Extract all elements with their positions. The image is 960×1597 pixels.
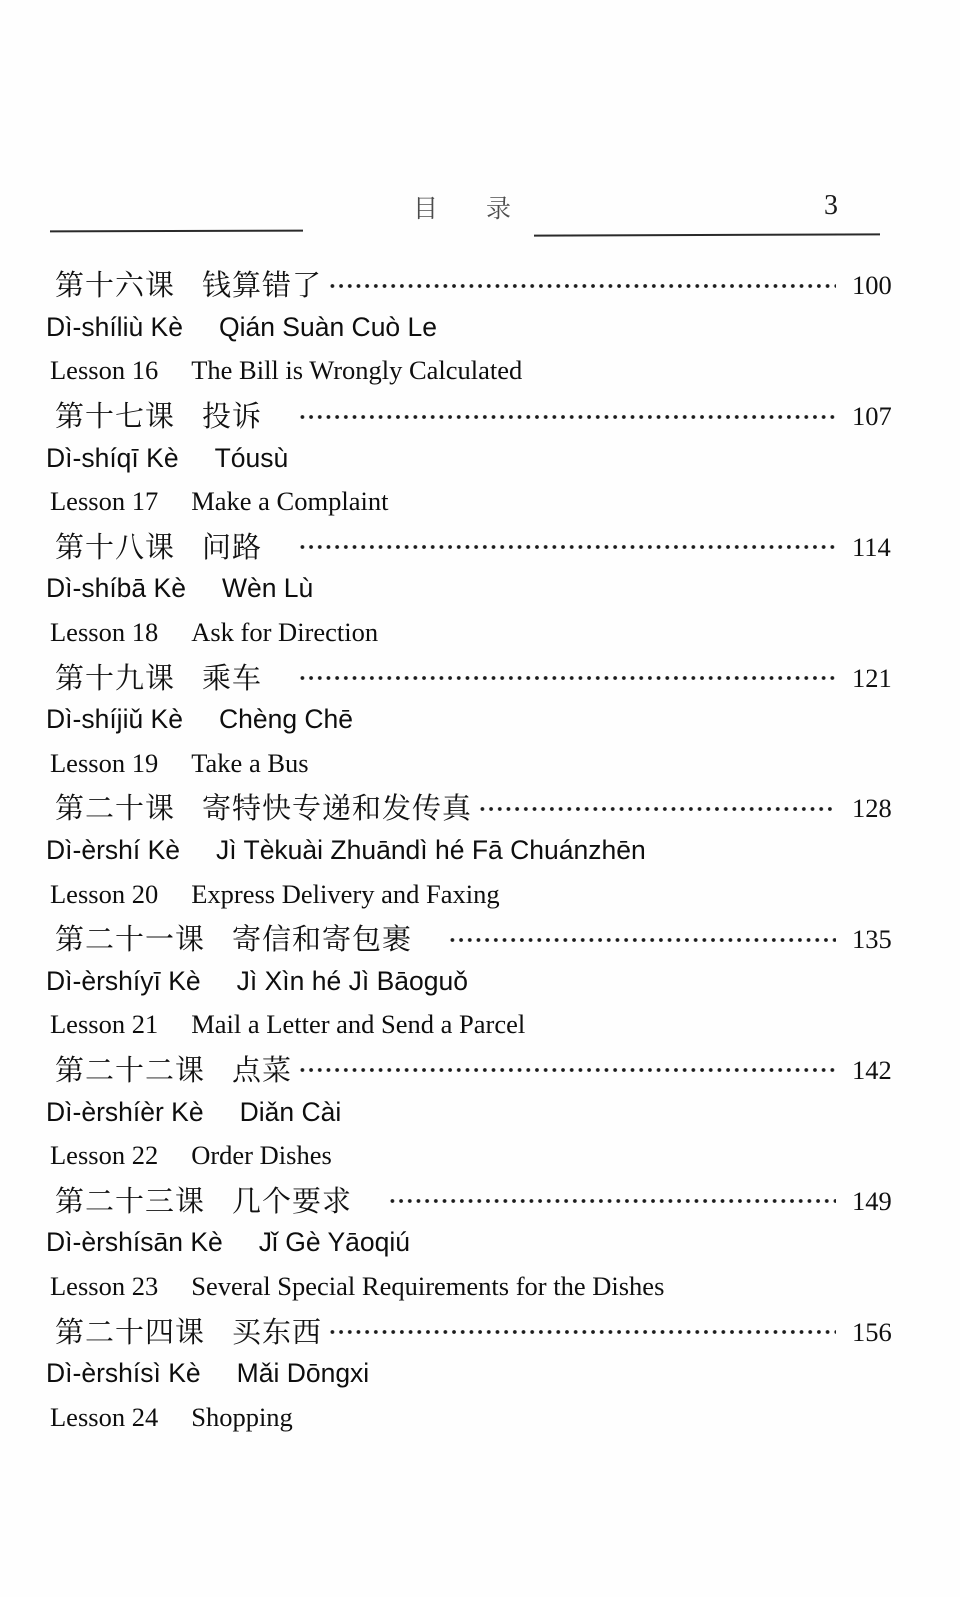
english-lesson-number: Lesson 23 (50, 1270, 159, 1301)
toc-entry (0, 1177, 960, 1308)
pinyin-lesson-number: Dì-èrshí Kè (46, 835, 181, 866)
chinese-lesson-number: 第二十一课 (55, 924, 206, 957)
header-rule-right (534, 233, 880, 236)
header-rule-left (50, 230, 303, 233)
pinyin-lesson-title: Mǎi Dōngxi (236, 1358, 370, 1389)
english-lesson-title: Order Dishes (191, 1140, 332, 1171)
english-lesson-title: The Bill is Wrongly Calculated (191, 355, 523, 386)
chinese-lesson-title: 点菜 (232, 1054, 293, 1087)
page-number-value: 107 (852, 401, 892, 432)
pinyin-lesson-number: Dì-shíliù Kè (46, 311, 183, 342)
pinyin-lesson-title: Qián Suàn Cuò Le (218, 311, 438, 342)
english-lesson-number: Lesson 18 (50, 617, 159, 648)
english-lesson-title: Several Special Requirements for the Dishes (191, 1270, 665, 1301)
toc-entry-pinyin-row (0, 567, 960, 611)
english-lesson-title: Ask for Direction (191, 617, 379, 648)
chinese-lesson-title: 钱算错了 (202, 270, 323, 303)
chinese-lesson-number: 第二十课 (55, 793, 176, 826)
pinyin-lesson-number: Dì-shíbā Kè (46, 573, 186, 604)
chinese-lesson-title: 寄特快专递和发传真 (202, 793, 473, 826)
toc-entry-pinyin-row (0, 829, 960, 873)
toc-entry-pinyin-row (0, 306, 960, 350)
toc-entry (0, 262, 960, 393)
toc-entry (0, 393, 960, 524)
chinese-lesson-number: 第十九课 (55, 662, 176, 695)
toc-entry (0, 785, 960, 916)
english-lesson-number: Lesson 20 (50, 878, 159, 909)
dot-leader (450, 937, 836, 943)
page-title-char-lu: 录 (486, 196, 512, 223)
dot-leader (300, 544, 836, 550)
page-number-value: 100 (852, 270, 892, 301)
toc-entry-chinese-row (0, 1308, 960, 1352)
page-number-value: 156 (852, 1316, 892, 1347)
toc-entry-chinese-row (0, 393, 960, 437)
toc-entry-pinyin-row (0, 1352, 960, 1396)
chinese-lesson-title: 投诉 (202, 401, 293, 434)
toc-entry-english-row (0, 742, 960, 786)
chinese-lesson-title: 乘车 (202, 662, 293, 695)
dot-leader (330, 283, 836, 289)
page-number-value: 114 (852, 531, 891, 562)
page-number-value: 128 (852, 793, 892, 824)
toc-entry-english-row (0, 1265, 960, 1309)
page-number-value: 121 (852, 662, 892, 693)
chinese-lesson-number: 第十七课 (55, 401, 176, 434)
pinyin-lesson-number: Dì-shíqī Kè (46, 442, 179, 473)
pinyin-lesson-title: Jì Xìn hé Jì Bāoguǒ (236, 965, 468, 996)
toc-entry (0, 1308, 960, 1439)
dot-leader (390, 1198, 836, 1204)
english-lesson-number: Lesson 17 (50, 486, 159, 517)
toc-entry-english-row (0, 1134, 960, 1178)
chinese-lesson-title: 买东西 (232, 1316, 323, 1349)
pinyin-lesson-number: Dì-èrshísì Kè (46, 1358, 201, 1389)
pinyin-lesson-number: Dì-èrshíèr Kè (46, 1096, 204, 1127)
page-number-value: 149 (852, 1185, 892, 1216)
pinyin-lesson-title: Diǎn Cài (239, 1096, 342, 1127)
english-lesson-number: Lesson 16 (50, 355, 159, 386)
chinese-lesson-number: 第二十三课 (55, 1185, 206, 1218)
page-number-value: 142 (852, 1054, 892, 1085)
english-lesson-number: Lesson 19 (50, 747, 159, 778)
dot-leader (300, 675, 836, 681)
pinyin-lesson-title: Jǐ Gè Yāoqiú (258, 1227, 410, 1258)
toc-list (0, 262, 960, 1439)
pinyin-lesson-title: Wèn Lù (221, 573, 314, 604)
toc-entry-chinese-row (0, 654, 960, 698)
toc-entry-english-row (0, 872, 960, 916)
chinese-lesson-number: 第二十四课 (55, 1316, 206, 1349)
english-lesson-number: Lesson 24 (50, 1401, 159, 1432)
page-title (413, 189, 511, 225)
toc-entry-pinyin-row (0, 960, 960, 1004)
english-lesson-title: Shopping (191, 1401, 293, 1432)
dot-leader (300, 414, 836, 420)
english-lesson-number: Lesson 21 (50, 1009, 159, 1040)
toc-entry-english-row (0, 480, 960, 524)
pinyin-lesson-number: Dì-shíjiǔ Kè (46, 704, 183, 735)
toc-entry-english-row (0, 611, 960, 655)
pinyin-lesson-title: Tóusù (214, 442, 289, 473)
toc-entry-pinyin-row (0, 1221, 960, 1265)
toc-entry-english-row (0, 349, 960, 393)
toc-entry-chinese-row (0, 916, 960, 960)
chinese-lesson-number: 第二十二课 (55, 1054, 206, 1087)
toc-entry-pinyin-row (0, 698, 960, 742)
toc-entry-pinyin-row (0, 1090, 960, 1134)
chinese-lesson-title: 寄信和寄包裹 (232, 924, 443, 957)
english-lesson-number: Lesson 22 (50, 1140, 159, 1171)
pinyin-lesson-title: Chèng Chē (218, 704, 354, 735)
toc-entry-chinese-row (0, 262, 960, 306)
toc-entry (0, 654, 960, 785)
toc-entry-chinese-row (0, 524, 960, 568)
toc-entry-english-row (0, 1395, 960, 1439)
dot-leader (330, 1329, 836, 1335)
dot-leader (300, 1067, 836, 1073)
toc-entry-pinyin-row (0, 436, 960, 480)
page-title-char-mu: 目 (413, 196, 439, 223)
toc-entry (0, 916, 960, 1047)
toc-entry (0, 524, 960, 655)
toc-entry-english-row (0, 1003, 960, 1047)
english-lesson-title: Express Delivery and Faxing (191, 878, 500, 909)
header-page-number: 3 (824, 190, 838, 221)
toc-entry-chinese-row (0, 1047, 960, 1091)
pinyin-lesson-number: Dì-èrshíyī Kè (46, 965, 201, 996)
toc-entry-chinese-row (0, 1177, 960, 1221)
pinyin-lesson-number: Dì-èrshísān Kè (46, 1227, 223, 1258)
pinyin-lesson-title: Jì Tèkuài Zhuāndì hé Fā Chuánzhēn (216, 835, 646, 866)
chinese-lesson-number: 第十六课 (55, 270, 176, 303)
toc-entry-chinese-row (0, 785, 960, 829)
english-lesson-title: Take a Bus (191, 747, 309, 778)
toc-entry (0, 1047, 960, 1178)
english-lesson-title: Make a Complaint (191, 486, 389, 517)
chinese-lesson-title: 问路 (202, 531, 293, 564)
dot-leader (480, 806, 836, 812)
chinese-lesson-title: 几个要求 (232, 1185, 383, 1218)
chinese-lesson-number: 第十八课 (55, 531, 176, 564)
page-number-value: 135 (852, 924, 892, 955)
english-lesson-title: Mail a Letter and Send a Parcel (191, 1009, 526, 1040)
